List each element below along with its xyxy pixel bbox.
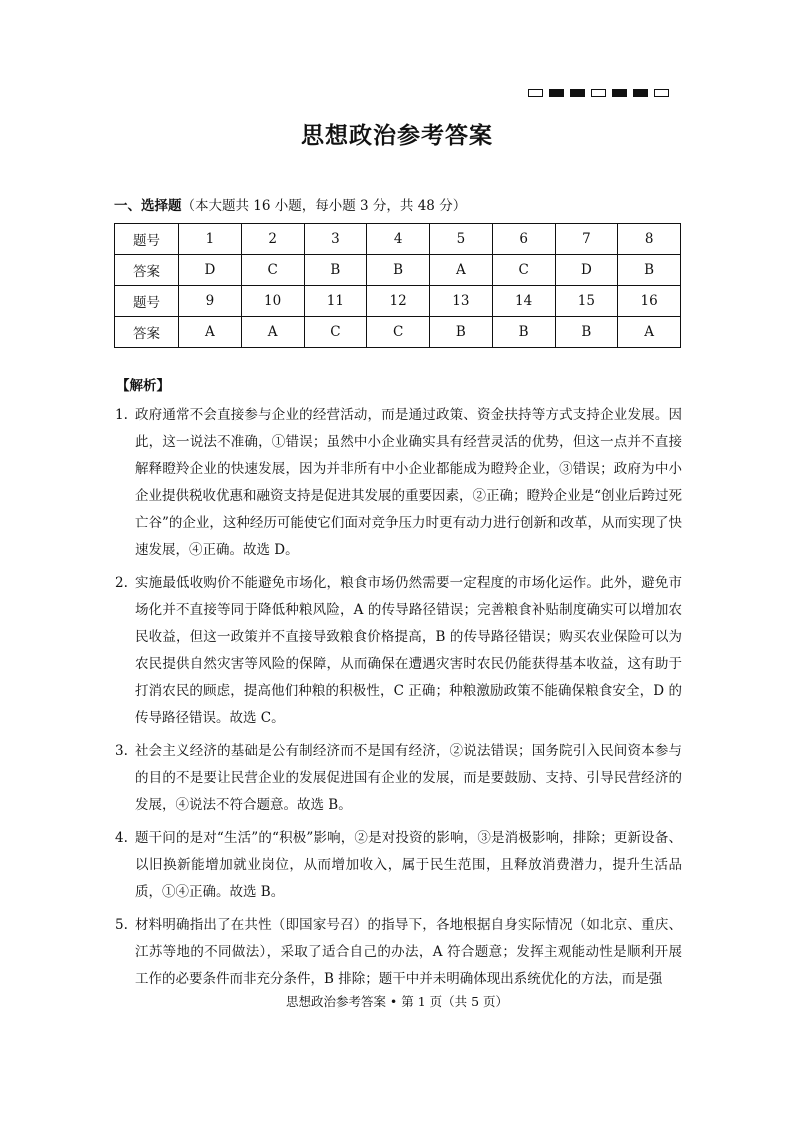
header-mark-empty xyxy=(528,89,543,97)
item-number: 3. xyxy=(115,743,128,759)
table-row xyxy=(115,255,681,286)
list-item xyxy=(115,402,682,564)
table-row-header: 题号 xyxy=(115,224,179,255)
table-cell: 12 xyxy=(367,286,430,317)
table-cell: B xyxy=(430,317,493,348)
header-mark-filled xyxy=(633,89,648,97)
table-cell: C xyxy=(367,317,430,348)
table-row-header: 题号 xyxy=(115,286,179,317)
table-cell: B xyxy=(367,255,430,286)
analysis-list xyxy=(115,402,682,999)
table-cell: D xyxy=(555,255,618,286)
section-heading-label: 一、选择题 xyxy=(114,198,182,214)
page-title: 思想政治参考答案 xyxy=(301,123,493,149)
list-item xyxy=(115,738,682,819)
analysis-label: 【解析】 xyxy=(116,378,170,394)
item-number: 2. xyxy=(115,575,128,591)
header-mark-filled xyxy=(570,89,585,97)
table-cell: A xyxy=(618,317,681,348)
table-cell: 14 xyxy=(492,286,555,317)
list-item xyxy=(115,570,682,732)
header-mark-filled xyxy=(612,89,627,97)
table-cell: A xyxy=(179,317,242,348)
item-text: 实施最低收购价不能避免市场化，粮食市场仍然需要一定程度的市场化运作。此外，避免市场化并不直接等同于降低种粮风险，A 的传导路径错误；完善粮食补贴制度确实可以增加农民收益，但这一政策并不直接导致粮食价格提高，B 的传导路径错误；购买农业保险可以为农民提供自然灾害等风险的保障，从而确保在遭遇灾害时农民仍能获得基本收益，这有助于打消农民的顾虑，提高他们种粮的积极性，C 正确；种粮激励政策不能确保粮食安全，D 的传导路径错误。故选 C。 xyxy=(135,575,682,726)
table-cell: 9 xyxy=(179,286,242,317)
table-cell: A xyxy=(430,255,493,286)
answer-table xyxy=(114,223,681,348)
section-heading-note: （本大题共 16 小题，每小题 3 分，共 48 分） xyxy=(181,198,467,214)
header-mark-filled xyxy=(549,89,564,97)
table-cell: B xyxy=(555,317,618,348)
table-row xyxy=(115,317,681,348)
table-cell: 1 xyxy=(179,224,242,255)
table-cell: 15 xyxy=(555,286,618,317)
table-cell: 11 xyxy=(304,286,367,317)
page-footer: 思想政治参考答案 • 第 1 页（共 5 页） xyxy=(285,994,509,1009)
table-row-header: 答案 xyxy=(115,255,179,286)
item-number: 5. xyxy=(115,917,128,933)
table-cell: 8 xyxy=(618,224,681,255)
table-cell: C xyxy=(304,317,367,348)
table-cell: 4 xyxy=(367,224,430,255)
table-cell: 5 xyxy=(430,224,493,255)
list-item xyxy=(115,912,682,993)
header-mark-empty xyxy=(654,89,669,97)
table-cell: 3 xyxy=(304,224,367,255)
list-item xyxy=(115,825,682,906)
table-cell: B xyxy=(618,255,681,286)
table-row xyxy=(115,224,681,255)
table-row-header: 答案 xyxy=(115,317,179,348)
table-row xyxy=(115,286,681,317)
table-cell: C xyxy=(492,255,555,286)
item-text: 社会主义经济的基础是公有制经济而不是国有经济，②说法错误；国务院引入民间资本参与的目的不是要让民营企业的发展促进国有企业的发展，而是要鼓励、支持、引导民营经济的发展，④说法不符合题意。故选 B。 xyxy=(135,743,682,813)
item-number: 4. xyxy=(115,830,128,846)
table-cell: B xyxy=(492,317,555,348)
table-cell: C xyxy=(241,255,304,286)
item-text: 政府通常不会直接参与企业的经营活动，而是通过政策、资金扶持等方式支持企业发展。因此，这一说法不准确，①错误；虽然中小企业确实具有经营灵活的优势，但这一点并不直接解释瞪羚企业的快速发展，因为并非所有中小企业都能成为瞪羚企业，③错误；政府为中小企业提供税收优惠和融资支持是促进其发展的重要因素，②正确；瞪羚企业是“创业后跨过死亡谷”的企业，这种经历可能使它们面对竞争压力时更有动力进行创新和改革，从而实现了快速发展，④正确。故选 D。 xyxy=(135,407,682,558)
item-text: 材料明确指出了在共性（即国家号召）的指导下，各地根据自身实际情况（如北京、重庆、江苏等地的不同做法），采取了适合自己的办法，A 符合题意；发挥主观能动性是顺利开展工作的必要条件而非充分条件，B 排除；题干中并未明确体现出系统优化的方法，而是强 xyxy=(135,917,682,987)
table-cell: D xyxy=(179,255,242,286)
table-cell: 10 xyxy=(241,286,304,317)
table-cell: 16 xyxy=(618,286,681,317)
table-cell: B xyxy=(304,255,367,286)
header-marks xyxy=(528,89,669,97)
header-mark-empty xyxy=(591,89,606,97)
section-heading xyxy=(114,194,466,214)
table-cell: 6 xyxy=(492,224,555,255)
table-cell: 7 xyxy=(555,224,618,255)
item-number: 1. xyxy=(115,407,128,423)
item-text: 题干问的是对“生活”的“积极”影响，②是对投资的影响，③是消极影响，排除；更新设备、以旧换新能增加就业岗位，从而增加收入，属于民生范围，且释放消费潜力，提升生活品质，①④正确。故选 B。 xyxy=(135,830,682,900)
table-cell: 2 xyxy=(241,224,304,255)
table-cell: A xyxy=(241,317,304,348)
table-cell: 13 xyxy=(430,286,493,317)
